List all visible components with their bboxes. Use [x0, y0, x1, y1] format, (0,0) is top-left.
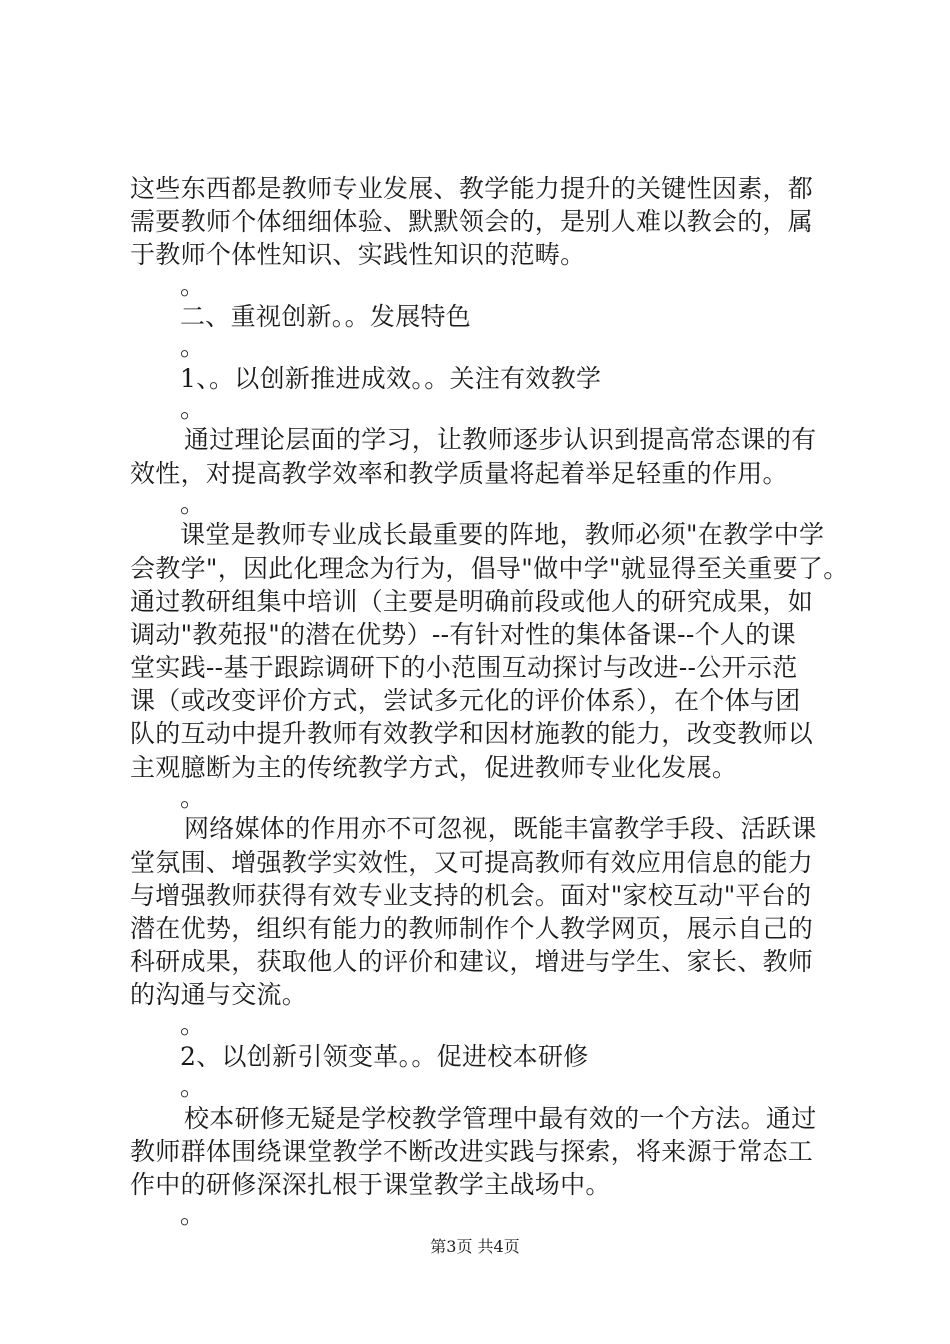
text-line: 与增强教师获得有效专业支持的机会。面对"家校互动"平台的 — [130, 880, 812, 910]
text-line: 效性，对提高教学效率和教学质量将起着举足轻重的作用。 — [130, 458, 788, 488]
document-body — [130, 172, 850, 1230]
separator-mark: 。 — [180, 1200, 206, 1230]
separator-mark: 。 — [180, 488, 206, 518]
separator-mark: 。 — [180, 332, 206, 362]
text-line: 作中的研修深深扎根于课堂教学主战场中。 — [130, 1170, 611, 1199]
text-line: 通过教研组集中培训（主要是明确前段或他人的研究成果，如 — [130, 586, 814, 616]
text-line: 这些东西都是教师专业发展、教学能力提升的关键性因素，都 — [130, 174, 814, 203]
text-line: 校本研修无疑是学校教学管理中最有效的一个方法。通过 — [184, 1103, 817, 1133]
text-line: 教师群体围绕课堂教学不断改进实践与探索，将来源于常态工 — [130, 1136, 814, 1166]
text-line: 堂实践--基于跟踪调研下的小范围互动探讨与改进--公开示范 — [130, 653, 798, 683]
subsection-heading: 2、以创新引领变革。。促进校本研修 — [180, 1041, 589, 1071]
text-line: 潜在优势，组织有能力的教师制作个人教学网页，展示自己的 — [130, 913, 814, 943]
text-line: 会教学"，因此化理念为行为，倡导"做中学"就显得至关重要了。 — [130, 553, 849, 583]
page-footer — [0, 1234, 950, 1257]
text-line: 队的互动中提升教师有效教学和因材施教的能力，改变教师以 — [130, 719, 814, 749]
text-line: 主观臆断为主的传统教学方式，促进教师专业化发展。 — [130, 752, 738, 782]
text-line: 的沟通与交流。 — [130, 980, 308, 1010]
text-line: 通过理论层面的学习，让教师逐步认识到提高常态课的有 — [184, 425, 817, 455]
subsection-heading: 1、。以创新推进成效。。关注有效教学 — [180, 363, 602, 393]
separator-mark: 。 — [180, 393, 206, 423]
separator-mark: 。 — [180, 1072, 206, 1102]
section-heading: 二、重视创新。。发展特色 — [180, 302, 472, 332]
text-line: 网络媒体的作用亦不可忽视，既能丰富教学手段、活跃课 — [184, 814, 817, 844]
separator-mark: 。 — [180, 782, 206, 812]
separator-mark: 。 — [180, 270, 206, 300]
text-line: 于教师个体性知识、实践性知识的范畴。 — [130, 240, 586, 270]
text-line: 调动"教苑报"的潜在优势）--有针对性的集体备课--个人的课 — [130, 619, 796, 649]
text-line: 需要教师个体细细体验、默默领会的，是别人难以教会的，属 — [130, 207, 814, 237]
separator-mark: 。 — [180, 1010, 206, 1040]
text-line: 课（或改变评价方式，尝试多元化的评价体系），在个体与团 — [130, 686, 801, 716]
text-line: 课堂是教师专业成长最重要的阵地，教师必须"在教学中学 — [180, 520, 825, 550]
text-line: 科研成果，获取他人的评价和建议，增进与学生、家长、教师 — [130, 947, 814, 977]
page-number: 第3页 共4页 — [430, 1237, 520, 1256]
text-line: 堂氛围、增强教学实效性，又可提高教师有效应用信息的能力 — [130, 847, 814, 877]
